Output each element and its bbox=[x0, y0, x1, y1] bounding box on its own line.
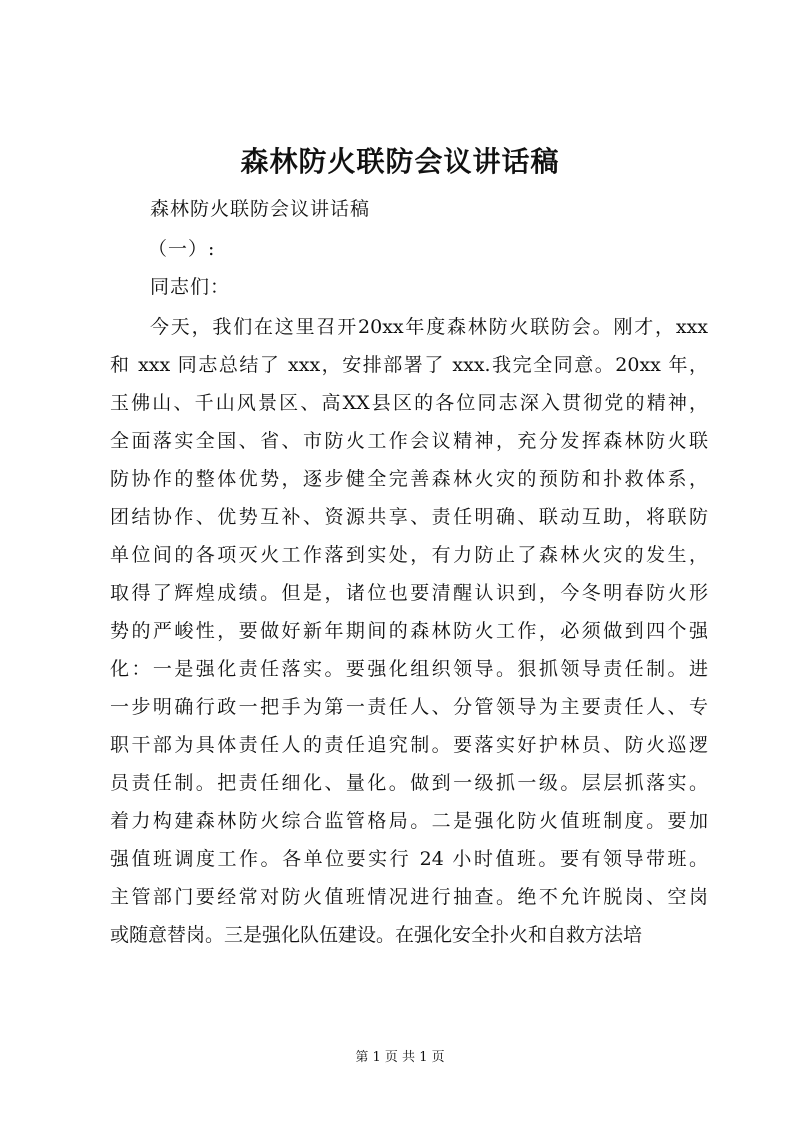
body-line: 化：一是强化责任落实。要强化组织领导。狠抓领导责任制。进 bbox=[110, 658, 708, 680]
document-title: 森林防火联防会议讲话稿 bbox=[240, 145, 560, 178]
body-line: 单位间的各项灭火工作落到实处，有力防止了森林火灾的发生， bbox=[110, 544, 708, 566]
page-number-footer: 第 1 页 共 1 页 bbox=[355, 1050, 445, 1065]
body-line: 今天，我们在这里召开20xx年度森林防火联防会。刚才，xxx bbox=[150, 316, 708, 338]
body-line: 一步明确行政一把手为第一责任人、分管领导为主要责任人、专 bbox=[110, 696, 708, 718]
body-line: 团结协作、优势互补、资源共享、责任明确、联动互助，将联防 bbox=[110, 506, 708, 528]
body-line: 着力构建森林防火综合监管格局。二是强化防火值班制度。要加 bbox=[110, 810, 708, 832]
body-line: 主管部门要经常对防火值班情况进行抽查。绝不允许脱岗、空岗 bbox=[110, 886, 708, 908]
body-line: 职干部为具体责任人的责任追究制。要落实好护林员、防火巡逻 bbox=[110, 734, 708, 756]
body-line: 全面落实全国、省、市防火工作会议精神，充分发挥森林防火联 bbox=[110, 430, 708, 452]
body-line: 玉佛山、千山风景区、高XX县区的各位同志深入贯彻党的精神， bbox=[110, 392, 708, 414]
section-marker: （一）: bbox=[148, 238, 216, 260]
document-subtitle: 森林防火联防会议讲话稿 bbox=[150, 198, 371, 220]
body-line: 或随意替岗。三是强化队伍建设。在强化安全扑火和自救方法培 bbox=[110, 924, 643, 946]
body-line: 势的严峻性，要做好新年期间的森林防火工作，必须做到四个强 bbox=[110, 620, 708, 642]
body-line: 和 xxx 同志总结了 xxx，安排部署了 xxx.我完全同意。20xx 年， bbox=[110, 354, 708, 376]
salutation: 同志们： bbox=[150, 276, 231, 298]
body-line: 取得了辉煌成绩。但是，诸位也要清醒认识到，今冬明春防火形 bbox=[110, 582, 708, 604]
body-line: 强值班调度工作。各单位要实行 24 小时值班。要有领导带班。 bbox=[110, 848, 708, 870]
body-line: 防协作的整体优势，逐步健全完善森林火灾的预防和扑救体系， bbox=[110, 468, 708, 490]
body-line: 员责任制。把责任细化、量化。做到一级抓一级。层层抓落实。 bbox=[110, 772, 708, 794]
